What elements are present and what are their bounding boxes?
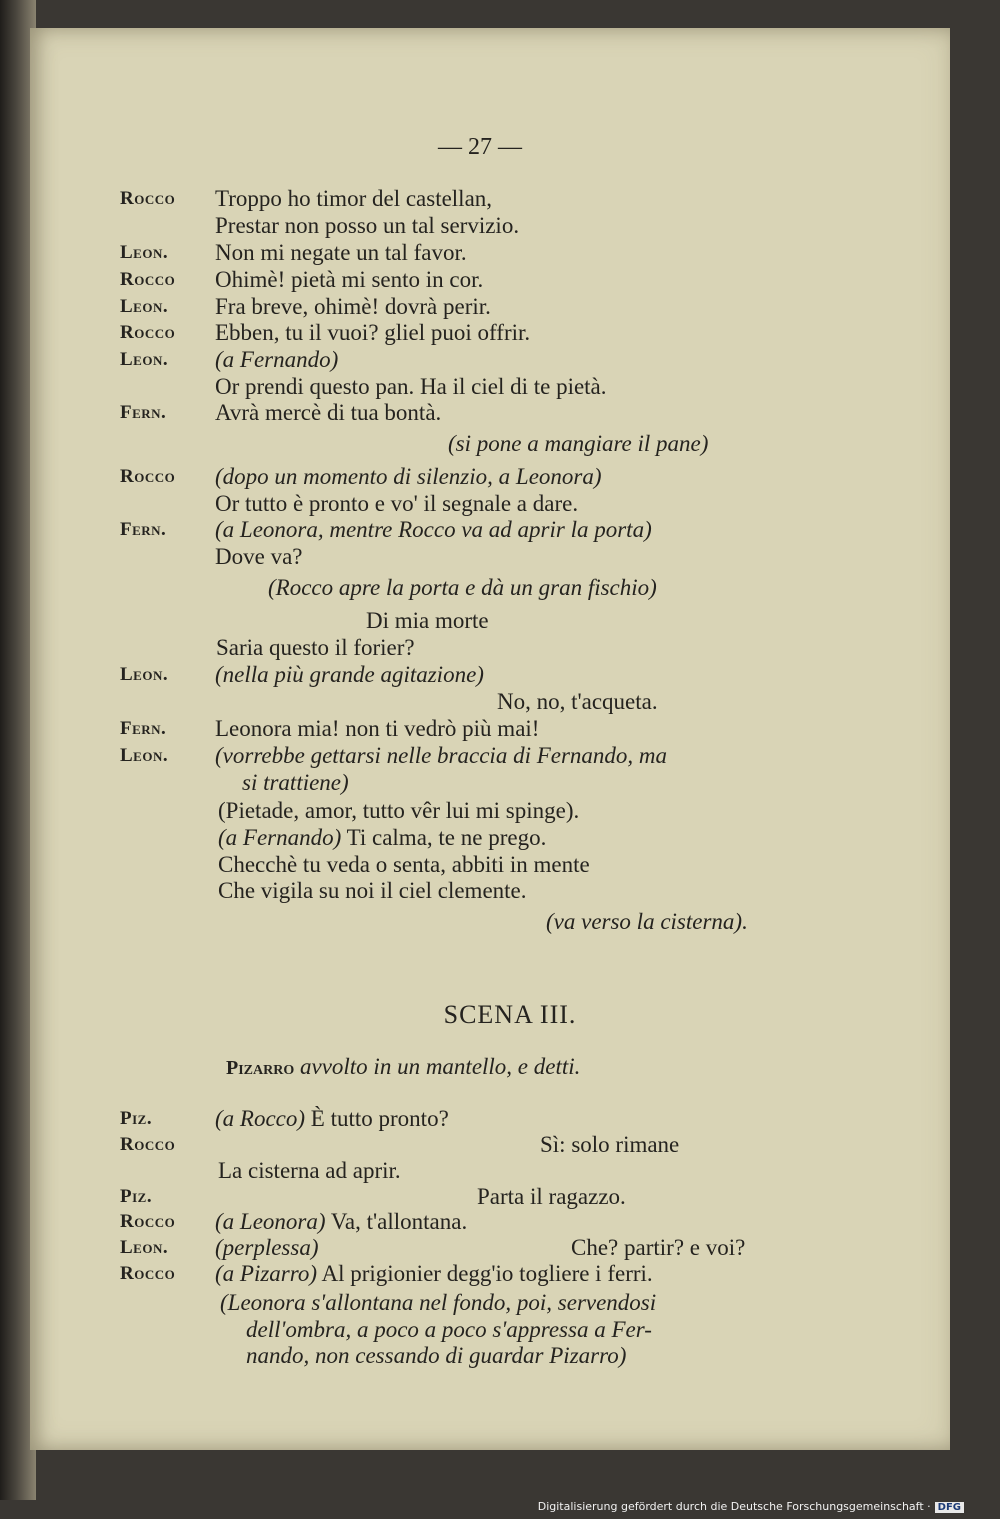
stage-direction: nando, non cessando di guardar Pizarro) <box>246 1343 627 1368</box>
speaker-label: Leon. <box>120 664 169 685</box>
spoken-text: Che? partir? e voi? <box>571 1235 746 1260</box>
speaker-label: Rocco <box>120 269 176 290</box>
stage-direction: (a Fernando) <box>218 825 342 850</box>
speaker-label: Leon. <box>120 1237 169 1258</box>
scene-stage-direction: avvolto in un mantello, e detti. <box>294 1054 581 1079</box>
spoken-text: Di mia morte <box>366 608 489 633</box>
spoken-text: Ti calma, te ne prego. <box>341 825 547 850</box>
scene-subtitle <box>226 1054 580 1080</box>
dialogue-line <box>215 346 338 373</box>
spoken-text: Or tutto è pronto e vo' il segnale a dare. <box>215 491 579 516</box>
dfg-logo: DFG <box>935 1502 964 1513</box>
dialogue-line <box>215 742 667 769</box>
dialogue-line <box>218 797 579 824</box>
spoken-text: No, no, t'acqueta. <box>497 689 658 714</box>
spoken-text: Ebben, tu il vuoi? gliel puoi offrir. <box>215 320 531 345</box>
speaker-label: Leon. <box>120 349 169 370</box>
stage-direction: (a Fernando) <box>215 347 339 372</box>
dialogue-line <box>215 543 303 570</box>
dialogue-line <box>246 1316 652 1343</box>
stage-direction: dell'ombra, a poco a poco s'appressa a Fer- <box>246 1317 652 1342</box>
dialogue-line <box>215 399 441 426</box>
spoken-text: (Pietade, amor, tutto vêr lui mi spinge). <box>218 798 580 823</box>
spoken-text: Non mi negate un tal favor. <box>215 240 467 265</box>
dialogue-line <box>218 851 590 878</box>
speaker-label: Rocco <box>120 322 176 343</box>
dialogue-line <box>215 661 484 688</box>
page-number: — 27 — <box>438 134 522 160</box>
stage-direction: si trattiene) <box>242 770 349 795</box>
spoken-text: La cisterna ad aprir. <box>218 1158 401 1183</box>
speaker-label: Rocco <box>120 1134 176 1155</box>
dialogue-line <box>215 266 483 293</box>
dialogue-line <box>215 185 492 212</box>
dialogue-line <box>215 293 491 320</box>
speaker-label: Rocco <box>120 466 176 487</box>
dialogue-line <box>242 769 349 796</box>
spoken-text: Fra breve, ohimè! dovrà perir. <box>215 294 491 319</box>
dialogue-line <box>497 688 658 715</box>
stage-direction: (Rocco apre la porta e dà un gran fischio) <box>268 575 657 600</box>
stage-direction: (perplessa) <box>215 1235 319 1260</box>
dialogue-line <box>366 607 489 634</box>
dialogue-line <box>215 1260 653 1287</box>
spoken-text: È tutto pronto? <box>305 1106 449 1131</box>
dialogue-line <box>246 1342 626 1369</box>
stage-direction: (dopo un momento di silenzio, a Leonora) <box>215 464 602 489</box>
speaker-label: Piz. <box>120 1186 153 1207</box>
speaker-label: Rocco <box>120 1211 176 1232</box>
spoken-text: Checchè tu veda o senta, abbiti in mente <box>218 852 590 877</box>
dialogue-line <box>216 634 415 661</box>
dialogue-line <box>215 1234 318 1261</box>
dialogue-line <box>215 239 467 266</box>
stage-direction: (va verso la cisterna). <box>546 909 748 934</box>
dialogue-line <box>220 1289 656 1316</box>
spoken-text: Parta il ragazzo. <box>477 1184 626 1209</box>
dialogue-line <box>218 824 546 851</box>
speaker-label: Piz. <box>120 1108 153 1129</box>
scene-title: SCENA III. <box>443 1000 577 1029</box>
stage-direction: (Leonora s'allontana nel fondo, poi, servendosi <box>220 1290 657 1315</box>
speaker-label: Fern. <box>120 519 167 540</box>
stage-direction: (a Leonora, mentre Rocco va ad aprir la porta) <box>215 517 652 542</box>
spoken-text: Va, t'allontana. <box>325 1209 468 1234</box>
spoken-text: Che vigila su noi il ciel clemente. <box>218 878 527 903</box>
speaker-label: Leon. <box>120 296 169 317</box>
spoken-text: Ohimè! pietà mi sento in cor. <box>215 267 484 292</box>
stage-direction: (vorrebbe gettarsi nelle braccia di Fernando, ma <box>215 743 668 768</box>
speaker-label: Rocco <box>120 1263 176 1284</box>
stage-direction: (nella più grande agitazione) <box>215 662 484 687</box>
dialogue-line <box>215 319 530 346</box>
spoken-text: Or prendi questo pan. Ha il ciel di te pietà. <box>215 374 607 399</box>
dialogue-line <box>540 1131 679 1158</box>
spoken-text: Troppo ho timor del castellan, <box>215 186 493 211</box>
stage-direction: (a Leonora) <box>215 1209 326 1234</box>
dialogue-line <box>215 516 652 543</box>
dialogue-line <box>215 1208 467 1235</box>
spoken-text: Sì: solo rimane <box>540 1132 680 1157</box>
dialogue-line <box>215 1105 449 1132</box>
dialogue-line <box>215 715 539 742</box>
stage-direction: (a Rocco) <box>215 1106 306 1131</box>
dialogue-line <box>215 490 578 517</box>
scene-character-name: Pizarro <box>226 1057 295 1079</box>
dialogue-line <box>218 1157 401 1184</box>
dialogue-line <box>215 373 607 400</box>
spoken-text: Dove va? <box>215 544 303 569</box>
dialogue-line <box>571 1234 745 1261</box>
dialogue-line <box>218 877 527 904</box>
dialogue-line <box>546 908 748 935</box>
dialogue-line <box>215 463 602 490</box>
credit-text: Digitalisierung gefördert durch die Deutsche Forschungsgemeinschaft · <box>537 1500 931 1513</box>
spoken-text: Saria questo il forier? <box>216 635 415 660</box>
stage-direction: (si pone a mangiare il pane) <box>448 431 709 456</box>
speaker-label: Leon. <box>120 242 169 263</box>
dialogue-line <box>268 574 657 601</box>
stage-direction: (a Pizarro) <box>215 1261 318 1286</box>
book-page <box>30 28 950 1450</box>
spoken-text: Al prigionier degg'io togliere i ferri. <box>317 1261 653 1286</box>
spoken-text: Leonora mia! non ti vedrò più mai! <box>215 716 540 741</box>
spoken-text: Avrà mercè di tua bontà. <box>215 400 442 425</box>
speaker-label: Fern. <box>120 718 167 739</box>
dialogue-line <box>477 1183 626 1210</box>
digitization-credit <box>538 1500 964 1513</box>
speaker-label: Leon. <box>120 745 169 766</box>
speaker-label: Rocco <box>120 188 176 209</box>
spoken-text: Prestar non posso un tal servizio. <box>215 213 520 238</box>
speaker-label: Fern. <box>120 402 167 423</box>
dialogue-line <box>215 212 519 239</box>
dialogue-line <box>448 430 708 457</box>
